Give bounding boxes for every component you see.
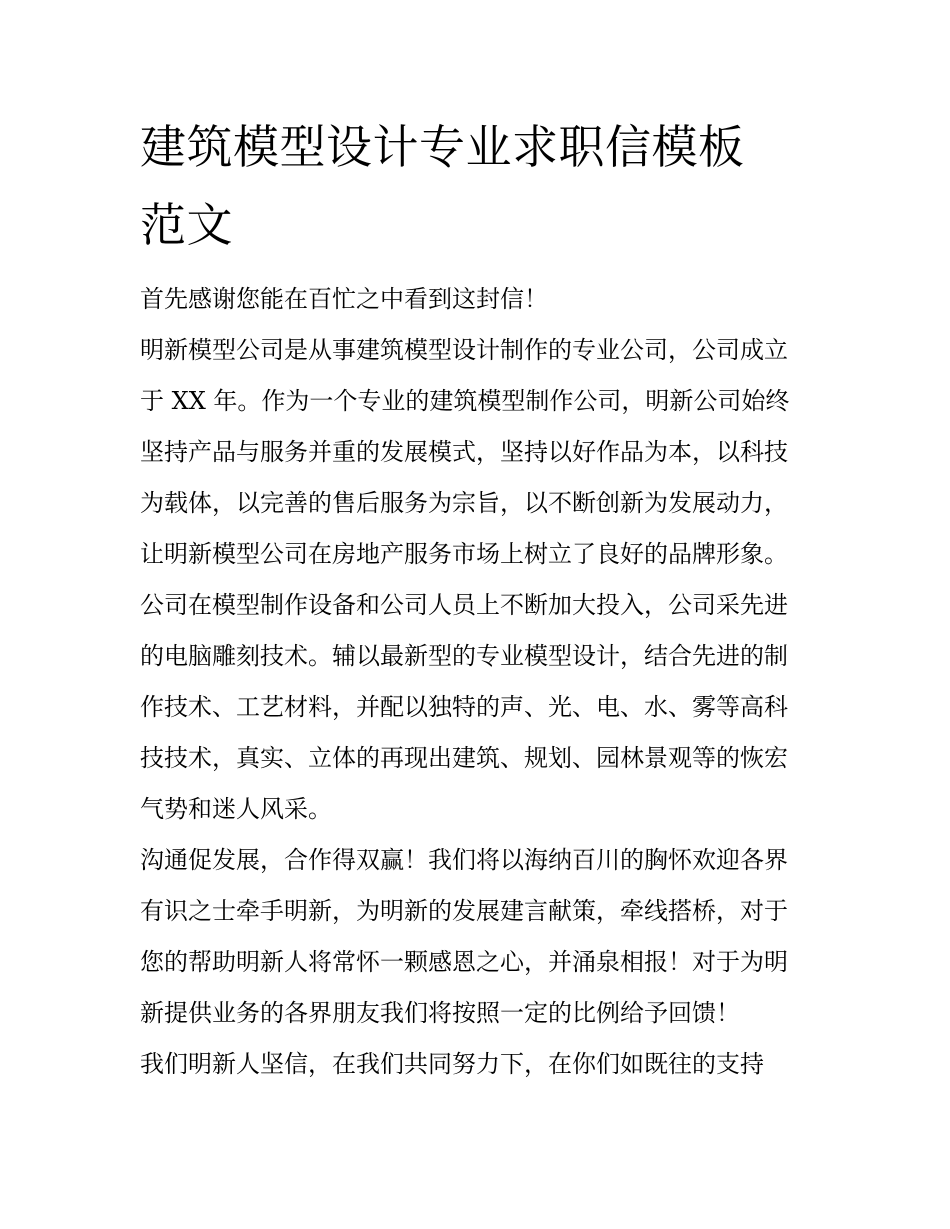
title-line: 范文 [140,198,233,252]
text-line: 沟通促发展，合作得双赢！我们将以海纳百川的胸怀欢迎各界 [140,846,788,874]
text-line: 于 XX 年。作为一个专业的建筑模型制作公司，明新公司始终 [140,387,790,415]
text-line: 气势和迷人风采。 [140,795,332,823]
paragraph-cooperation [140,835,820,1039]
title-line: 建筑模型设计专业求职信模板 [140,120,745,174]
document-title [140,108,820,264]
text-line: 作技术、工艺材料，并配以独特的声、光、电、水、雾等高科 [140,693,788,721]
paragraph-company-intro [140,325,820,580]
paragraph-greeting [140,274,820,325]
text-line: 有识之士牵手明新，为明新的发展建言献策，牵线搭桥，对于 [140,897,788,925]
text-line: 让明新模型公司在房地产服务市场上树立了良好的品牌形象。 [140,540,788,568]
paragraph-belief [140,1039,820,1090]
text-line: 的电脑雕刻技术。辅以最新型的专业模型设计，结合先进的制 [140,642,788,670]
text-line: 坚持产品与服务并重的发展模式，坚持以好作品为本，以科技 [140,438,788,466]
text-line: 公司在模型制作设备和公司人员上不断加大投入，公司采先进 [140,591,788,619]
text-line: 为载体，以完善的售后服务为宗旨，以不断创新为发展动力， [140,489,788,517]
paragraph-technology [140,580,820,835]
text-line: 技技术，真实、立体的再现出建筑、规划、园林景观等的恢宏 [140,744,788,772]
text-line: 您的帮助明新人将常怀一颗感恩之心，并涌泉相报！对于为明 [140,948,788,976]
text-line: 首先感谢您能在百忙之中看到这封信！ [140,285,548,313]
text-line: 明新模型公司是从事建筑模型设计制作的专业公司，公司成立 [140,336,788,364]
text-line: 新提供业务的各界朋友我们将按照一定的比例给予回馈！ [140,999,740,1027]
text-line: 我们明新人坚信，在我们共同努力下，在你们如既往的支持 [140,1050,764,1078]
